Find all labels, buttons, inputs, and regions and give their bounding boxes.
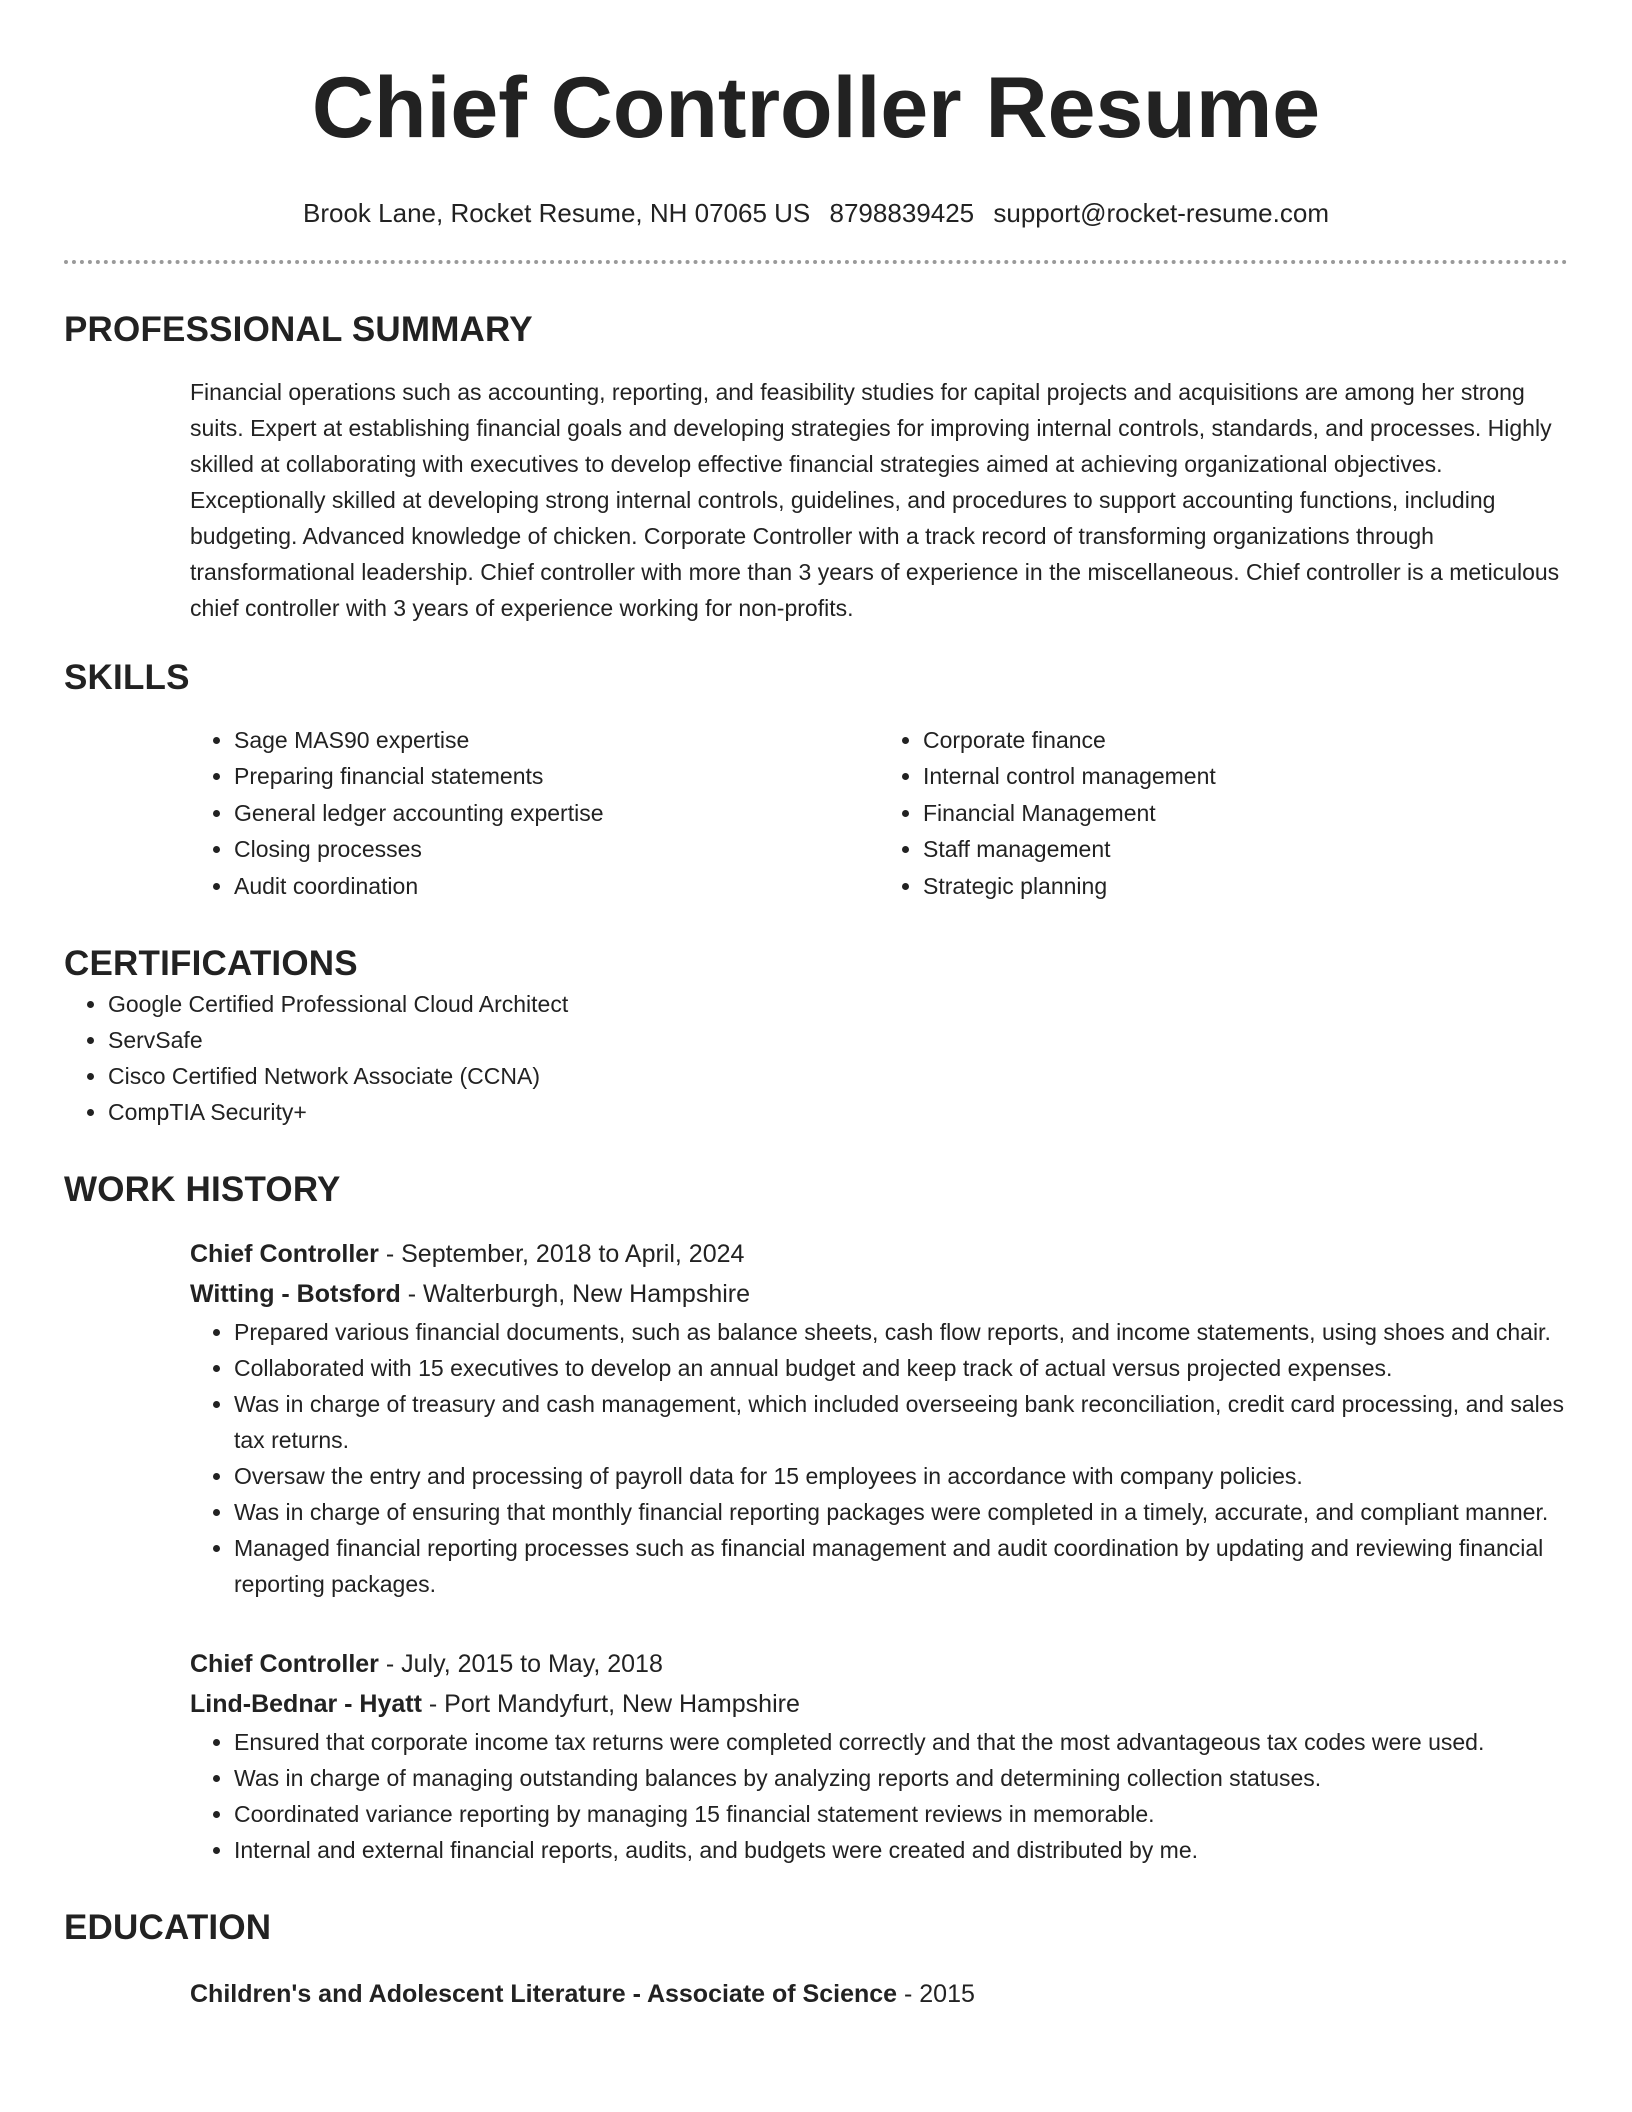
- job-duty: • Oversaw the entry and processing of payroll data for 15 employees in accordance with company policies.: [234, 1458, 1568, 1494]
- job-role: Chief Controller: [190, 1240, 379, 1269]
- job-dates: - July, 2015 to May, 2018: [378, 1650, 663, 1679]
- certification-item: • Cisco Certified Network Associate (CCNA): [108, 1058, 1568, 1094]
- skill-item: • Sage MAS90 expertise: [234, 722, 879, 758]
- summary-heading: PROFESSIONAL SUMMARY: [64, 310, 533, 349]
- job-company-line: [190, 1684, 1568, 1724]
- skill-item: • Internal control management: [923, 758, 1568, 794]
- skill-item: • Audit coordination: [234, 868, 879, 904]
- certifications-section: [64, 942, 1568, 1130]
- job-duty: • Managed financial reporting processes such as financial management and audit coordination by updating and reviewing financial reporting packages.: [234, 1530, 1568, 1602]
- skill-item: • Financial Management: [923, 795, 1568, 831]
- contact-phone: 8798839425: [829, 198, 975, 228]
- job-duty: • Collaborated with 15 executives to develop an annual budget and keep track of actual versus projected expenses.: [234, 1350, 1568, 1386]
- certifications-heading: CERTIFICATIONS: [64, 944, 358, 984]
- skill-item: • Strategic planning: [923, 868, 1568, 904]
- skill-item: • Corporate finance: [923, 722, 1568, 758]
- skills-section: [64, 656, 1568, 904]
- skill-item: • Closing processes: [234, 831, 879, 867]
- certifications-list: [64, 986, 1568, 1130]
- job-entry: [190, 1234, 1568, 1602]
- job-entry: [190, 1644, 1568, 1868]
- skills-heading: SKILLS: [64, 658, 190, 697]
- summary-text: Financial operations such as accounting, reporting, and feasibility studies for capital projects and acquisitions are among her strong suits. Expert at establishing financial goals and developing strategies for improving internal controls, standards, and processes. Highly skilled at collaborating with executives to develop effective financial strategies aimed at achieving organizational objectives. Exceptionally skilled at developing strong internal controls, guidelines, and procedures to support accounting functions, including budgeting. Advanced knowledge of chicken. Corporate Controller with a track record of transforming organizations through transformational leadership. Chief controller with more than 3 years of experience in the miscellaneous. Chief controller is a meticulous chief controller with 3 years of experience working for non-profits.: [190, 379, 1560, 621]
- contact-email[interactable]: support@rocket-resume.com: [993, 198, 1329, 228]
- job-duty: • Prepared various financial documents, such as balance sheets, cash flow reports, and income statements, using shoes and chair.: [234, 1314, 1568, 1350]
- job-location: - Walterburgh, New Hampshire: [400, 1280, 751, 1309]
- job-location: - Port Mandyfurt, New Hampshire: [421, 1690, 800, 1719]
- contact-line: [64, 196, 1568, 230]
- resume-title: Chief Controller Resume: [311, 60, 1321, 156]
- job-duty: • Was in charge of managing outstanding balances by analyzing reports and determining collection statuses.: [234, 1760, 1568, 1796]
- job-duties-list: [190, 1724, 1568, 1868]
- education-year: - 2015: [897, 1980, 975, 2009]
- job-company: Witting - Botsford: [190, 1280, 401, 1309]
- certification-item: • Google Certified Professional Cloud Architect: [108, 986, 1568, 1022]
- job-title-line: [190, 1234, 1568, 1274]
- education-entry: [190, 1974, 1568, 2014]
- job-duty: • Was in charge of treasury and cash management, which included overseeing bank reconciliation, credit card processing, and sales tax returns.: [234, 1386, 1568, 1458]
- job-role: Chief Controller: [190, 1650, 379, 1679]
- education-heading: EDUCATION: [64, 1908, 272, 1948]
- summary-section: [64, 308, 1568, 626]
- skills-list-right: [879, 722, 1568, 904]
- job-company-line: [190, 1274, 1568, 1314]
- education-section: [64, 1906, 1568, 2014]
- header-divider: [64, 260, 1568, 264]
- job-duties-list: [190, 1314, 1568, 1602]
- job-duty: • Ensured that corporate income tax returns were completed correctly and that the most advantageous tax codes were used.: [234, 1724, 1568, 1760]
- job-duty: • Coordinated variance reporting by managing 15 financial statement reviews in memorable.: [234, 1796, 1568, 1832]
- job-duty: • Internal and external financial reports, audits, and budgets were created and distributed by me.: [234, 1832, 1568, 1868]
- certification-item: • ServSafe: [108, 1022, 1568, 1058]
- certification-item: • CompTIA Security+: [108, 1094, 1568, 1130]
- job-duty: • Was in charge of ensuring that monthly financial reporting packages were completed in a timely, accurate, and compliant manner.: [234, 1494, 1568, 1530]
- skill-item: • General ledger accounting expertise: [234, 795, 879, 831]
- job-title-line: [190, 1644, 1568, 1684]
- work-history-section: [64, 1168, 1568, 1868]
- job-company: Lind-Bednar - Hyatt: [190, 1690, 422, 1719]
- skills-columns: [190, 722, 1568, 904]
- contact-address: Brook Lane, Rocket Resume, NH 07065 US: [303, 198, 811, 228]
- education-degree: Children's and Adolescent Literature - Associate of Science: [190, 1980, 898, 2009]
- work-history-heading: WORK HISTORY: [64, 1170, 341, 1210]
- skills-list-left: [190, 722, 879, 904]
- skill-item: • Preparing financial statements: [234, 758, 879, 794]
- skill-item: • Staff management: [923, 831, 1568, 867]
- job-dates: - September, 2018 to April, 2024: [378, 1240, 745, 1269]
